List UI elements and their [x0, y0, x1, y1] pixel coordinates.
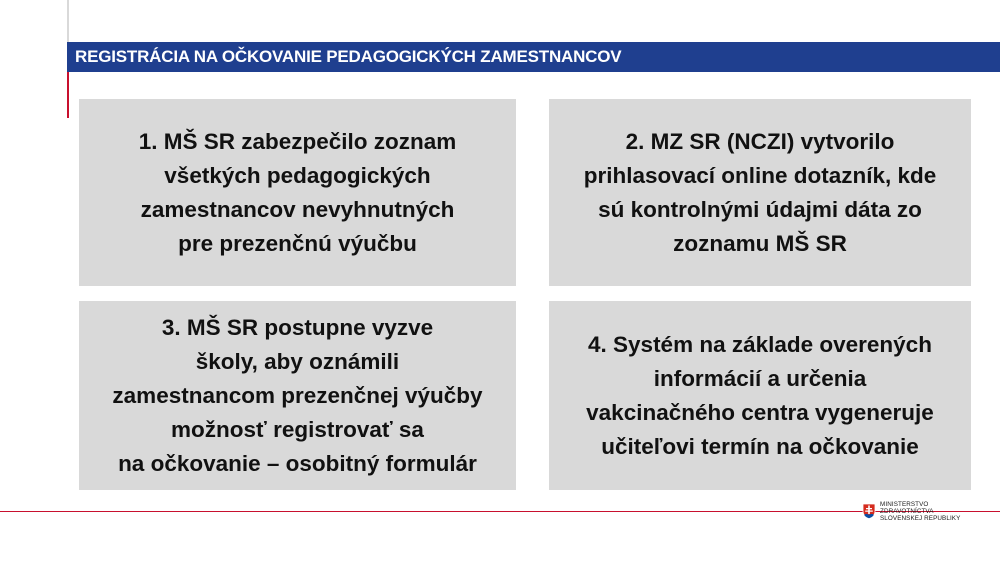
- step-box-1: [79, 99, 516, 286]
- logo-line: MINISTERSTVO: [880, 501, 929, 508]
- step-2-line: 2. MZ SR (NCZI) vytvorilo: [625, 128, 895, 154]
- step-box-2: [549, 99, 971, 286]
- step-text-3: [112, 311, 482, 481]
- red-accent-line: [67, 70, 69, 118]
- step-text-4: [586, 328, 934, 464]
- ministry-logo-text: [880, 501, 960, 523]
- step-1-line: zamestnancov nevyhnutných: [140, 196, 455, 222]
- step-2-line: sú kontrolnými údajmi dáta zo: [598, 196, 922, 222]
- step-4-line: informácií a určenia: [653, 365, 867, 391]
- step-2-line: prihlasovací online dotazník, kde: [583, 162, 937, 188]
- step-1-line: všetkých pedagogických: [164, 162, 431, 188]
- step-3-line: možnosť registrovať sa: [171, 416, 424, 442]
- step-1-line: pre prezenčnú výučbu: [178, 230, 417, 256]
- step-4-line: 4. Systém na základe overených: [588, 331, 932, 357]
- step-3-line: zamestnancom prezenčnej výučby: [112, 382, 483, 408]
- step-3-line: školy, aby oznámili: [195, 348, 400, 374]
- title-bar: [67, 42, 1000, 72]
- step-box-3: [79, 301, 516, 490]
- ministry-logo: [862, 501, 960, 523]
- step-3-line: na očkovanie – osobitný formulár: [118, 450, 477, 476]
- step-4-line: vakcinačného centra vygeneruje: [586, 399, 934, 425]
- logo-line: ZDRAVOTNÍCTVA: [880, 508, 934, 516]
- top-divider-line: [67, 0, 69, 42]
- step-text-2: [584, 125, 937, 261]
- step-3-line: 3. MŠ SR postupne vyzve: [161, 314, 434, 340]
- step-box-4: [549, 301, 971, 490]
- footer-divider: [0, 511, 1000, 512]
- logo-line: SLOVENSKEJ REPUBLIKY: [880, 515, 961, 523]
- slovak-coat-of-arms-icon: [862, 503, 876, 519]
- step-4-line: učiteľovi termín na očkovanie: [601, 433, 919, 459]
- step-2-line: zoznamu MŠ SR: [673, 230, 847, 256]
- step-text-1: [139, 125, 457, 261]
- step-1-line: 1. MŠ SR zabezpečilo zoznam: [138, 128, 457, 154]
- slide-title: REGISTRÁCIA NA OČKOVANIE PEDAGOGICKÝCH ZAMESTNANCOV: [75, 47, 622, 66]
